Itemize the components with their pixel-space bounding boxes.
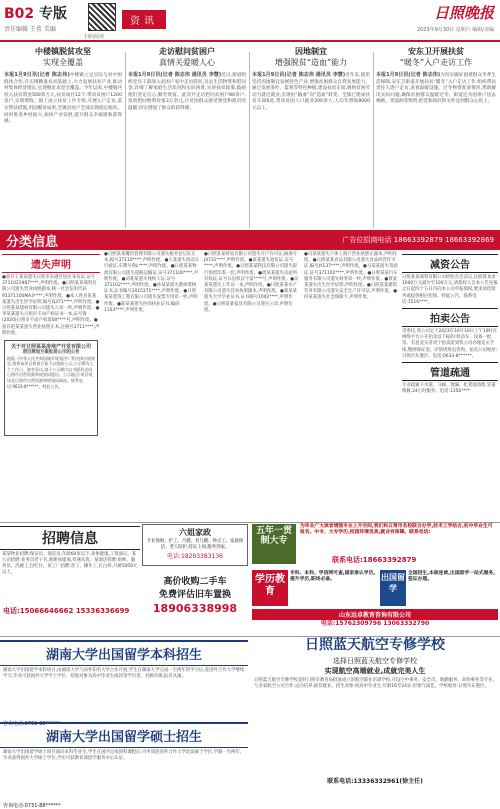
page-header <box>0 0 500 42</box>
planning-notice[interactable] <box>4 340 98 436</box>
classified-col-3 <box>204 252 300 522</box>
dredge-title: 管道疏通 <box>402 362 498 381</box>
section-divider <box>0 636 500 637</box>
article-subtitle: 真情关爱暖人心 <box>159 58 215 67</box>
reduce-capital-title: 减资公告 <box>402 254 498 273</box>
classified-banner <box>0 230 500 250</box>
housekeeping-title: 六姐家政 <box>179 528 211 537</box>
education-company: 山东远卓教育咨询有限公司 <box>252 609 498 620</box>
article-byline: 本报1月9日讯(记者 陈志伟) <box>376 72 441 78</box>
article-title: 安东卫开展扶贫 <box>408 47 464 56</box>
housekeeping-ad[interactable] <box>142 524 248 566</box>
article-title: 因地制宜 <box>295 47 327 56</box>
notice-list: ●日照某某贸易有限公司遗失开户许可证,核准号J4731****,声明作废。●某某遗失退伍证,证号****,声明作废。●日照某某科技有限公司遗失银行预留印鉴一套,声明作废。●周某某遗失房屋所有权证,证号日房权证字第****号,声明作废。●吴某某遗失工作证一本,声明作废。●日照某某水产有限公司遗失营业执照副本,声明作废。●郑某某遗失大学毕业证书,证书编号1042****,声明作废。●日照某某家具有限公司遗失公章,声明作废。 <box>204 252 299 313</box>
vocational-badge: 五年一贯制大专 <box>252 524 296 564</box>
car-line-1: 高价收购二手车 <box>163 577 227 587</box>
article-subtitle: 实现全覆盖 <box>43 58 83 67</box>
article-text: 中楼镇立足实际与贫中困群体合作,在实现精准扶贫基础上,大力发展扶贫产业,推动村集体经济增长,实现脱贫攻坚全覆盖。今年以来,中楼镇共投入扶贫资金500余万元,扶贫项目12个,带动贫困户1200余户,实现增收。镇上成立扶贫工作专班,开展入户走访,落实帮扶措施,巩固脱贫成果,全镇贫困户全部实现稳定脱贫。同时推进乡村振兴,加快产业发展,提升群众幸福感和获得感。 <box>4 73 122 125</box>
classified-col-4 <box>304 252 398 522</box>
recruit-section[interactable] <box>0 524 140 634</box>
auction-body: 受委托,我公司定于2023年10月10日上午10时在网络平台公开拍卖以下标的:机动车、设备一批等。有意竞买者请于拍卖前到我公司办理竞买手续,缴纳保证金。详情请致电咨询。拍卖公司地址:日照市东港区。电话:0633-8******。 <box>402 329 498 359</box>
article-body <box>4 72 122 222</box>
masthead-logo: 日照晚报 <box>433 4 494 22</box>
article-byline: 本报1月9日讯(记者 陈志伟 通讯员 李慧) <box>252 72 346 78</box>
education-ad[interactable] <box>250 568 500 628</box>
phone-numbers: 18663392879 18663392869 <box>393 236 494 244</box>
article-4[interactable] <box>376 46 496 228</box>
hunan-master-phone: 咨询电话:0731-88****** <box>3 803 61 809</box>
article-text: 近年来,镇里坚持因地制宜发展特色产业,增强贫困群众自我发展能力。通过发展茶叶、蓝莓等特色种植,建设扶贫车间,吸纳贫困劳动力就近就业,实现由“输血”向“造血”转变。全镇已建成扶贫车间6处,带动贫困人口就业200余人,人均年增收8000元以上。 <box>252 73 370 111</box>
classified-phone <box>343 235 494 245</box>
article-body <box>252 72 370 222</box>
phone-label: 广告位招商电话 <box>342 236 392 244</box>
classified-columns <box>0 252 500 522</box>
classified-col-5 <box>402 252 498 522</box>
hunan-undergrad-ad[interactable] <box>0 640 248 727</box>
classified-title: 分类信息 <box>6 235 59 250</box>
column-divider <box>373 52 374 228</box>
degree-text: 专科、本科、学信网可查,国家承认学历,提升学历,职场必备。 <box>290 571 376 583</box>
auction-title: 拍卖公告 <box>402 308 498 327</box>
dateline: 2023年9月30日 星期六 编辑/美编 <box>416 27 494 33</box>
classified-col-1 <box>2 252 100 522</box>
article-byline: 本报1月9日讯(记者 陈志伟 通讯员 李慧) <box>128 72 222 78</box>
dredge-body: 专业疏通下水道、马桶、地漏、化粪池清理,管道维修,24小时服务。电话:1356**** <box>402 383 496 395</box>
notice-list: ●冯某某遗失个体工商户营业执照正副本,声明作废。●日照某某食品有限公司遗失食品经营许可证,编号JY137****,声明作废。●马某某遗失驾驶证,证号371102****,声明作废。●日照某某汽车服务有限公司遗失财务章一枚,声明作废。●黄某某遗失出生医学证明,声明作废。●日照某某建筑劳务有限公司遗失安全生产许可证,声明作废。●何某某遗失社会保障卡,声明作废。 <box>304 252 398 301</box>
aviation-school-ad[interactable] <box>250 630 500 804</box>
aviation-title: 日照蓝天航空专修学校 <box>305 637 445 653</box>
used-car-ad[interactable] <box>142 570 248 628</box>
vocational-phone: 联系电话:18663392879 <box>332 556 417 564</box>
article-2[interactable] <box>128 46 246 228</box>
qr-code-icon[interactable] <box>88 3 116 31</box>
housekeeping-body: 专业保姆、护工、月嫂、育儿嫂、钟点工、家庭保洁、老人陪护,持证上岗,服务到家。 <box>146 539 244 550</box>
aviation-sub1: 选择日照蓝天航空专修学校 <box>333 657 417 665</box>
article-1[interactable] <box>4 46 122 228</box>
article-body <box>376 72 496 222</box>
hunan-undergrad-body: 湖南大学出国留学本科项目,由湖南大学与国外知名大学合作开展,学生在湖南大学完成一至两年的学习后,赴国外合作大学继续学习,毕业可获国外大学学士学位。招收对象为高中毕业生或同等学历者。名额有限,报名从速。 <box>3 668 245 679</box>
car-phone: 18906338998 <box>152 602 238 615</box>
notice-subtitle: 项目规划方案批前公示的公告 <box>22 350 80 356</box>
classified-col-2 <box>104 252 200 522</box>
column-divider <box>125 52 126 228</box>
article-title: 走访慰问贫困户 <box>159 47 215 56</box>
abroad-badge: 出国留学 <box>380 570 406 606</box>
reduce-capital-body: 日照某某商贸有限公司经股东会决议,注册资本由1000万元减少至100万元,请债权人自本公告见报之日起四十五日内向本公司申报债权,要求清偿债务或提供相应担保。特此公告。联系电话:1516****。 <box>402 275 498 305</box>
hunan-undergrad-phone: 咨询电话:0731-88****** <box>3 721 61 727</box>
aviation-sub2: 实现航空高端就业,成就完美人生 <box>324 667 426 675</box>
car-line-2: 免费评估旧车置换 <box>158 590 231 600</box>
hunan-master-title: 湖南大学出国留学硕士招生 <box>0 722 248 748</box>
recruit-phone: 电话:15066646662 15336336699 <box>3 607 130 615</box>
notice-title: 关于对日照某某房地产开发有限公司 <box>10 344 91 351</box>
lost-notice-title: 遗失声明 <box>2 254 100 273</box>
article-3[interactable] <box>252 46 370 228</box>
header-divider <box>0 40 500 42</box>
hunan-master-ad[interactable] <box>0 722 248 809</box>
aviation-phone: 联系电话:13336332961(徐主任) <box>327 778 423 785</box>
notice-list: ●日照某某餐饮管理有限公司遗失税务登记证正本,税号37110****,声明作废。●王某遗失机动车行驶证,车牌号鲁L****,声明作废。●日照某某物流有限公司遗失道路运输证,证号371100****,声明作废。●刘某某遗失残疾人证,证号371102****,声明作废。●孙某某遗失教师资格证书,证书编号2015371****,声明作废。●日照某某装饰工程有限公司遗失发票专用章一枚,声明作废。●陈某某遗失医师执业证书,编码1103****,声明作废。 <box>104 252 200 313</box>
vocational-text: 为毕业广大读者增强专业上升空间,我们和五常市名校联合办学,技术工学结合,初中毕业生可报名。中专、大专学历,校园环境优美,就业有保障。联系电话: <box>300 524 493 535</box>
page-number <box>4 3 67 23</box>
article-body <box>128 72 246 222</box>
news-section <box>0 46 500 228</box>
qr-caption: 扫码阅读 <box>84 34 105 40</box>
vocational-ad[interactable] <box>250 522 500 566</box>
hunan-master-body: 湖南大学出国留学硕士项目面向本科毕业生,学生在国内完成预科课程后,可申请赴国外合作大学攻读硕士学位,学制一至两年,毕业获得国外大学硕士学位,学历可获教育部留学服务中心认证。 <box>3 750 242 761</box>
degree-badge: 学历教育 <box>252 570 288 606</box>
article-text: 近日,街道组织党员干部深入贫困户家中走访慰问,送去生活物资和慰问金,详细了解家庭生活状况和实际困难,宣讲扶贫政策,鼓励他们坚定信心,勤劳致富。此次共走访慰问贫困户80余户,发放慰问物资价值3万余元,让贫困群众感受到党和政府的温暖,切实增强了群众的获得感。 <box>128 73 246 111</box>
section-divider <box>0 522 500 523</box>
notice-body: 根据《中华人民共和国城乡规划法》等法律法规规定,现将该项目规划方案予以批前公示,公示期为七个工作日。如有异议,请于公示期内以书面形式向日照市自然资源和规划局提出。公示地点:项目现场及日照市自然资源和规划局网站。联系电话:0633-8******。特此公告。 <box>7 355 95 389</box>
recruit-body: 某某物业招聘:保安员、保洁员,年龄60岁以下,身体健康,工资面议。某公司招聘:业务员若干名,底薪加提成,待遇从优。某酒店招聘:厨师、服务员、洗碗工,包吃住。某工厂招聘:普工、操作工,长白班,月薪5000元以上。 <box>2 552 138 575</box>
page-num-text: B02 <box>4 6 35 22</box>
aviation-body: 日照蓝天航空专修学校是经日照市教育局批准成立的航空职业培训学校,开设空中乘务、安全员、地勤服务、高铁乘务等专业,与多家航空公司合作,定向培养,推荐就业。招生对象:初高中毕业生,年龄16至24岁,形象气质佳。学校地址:日照市东港区。 <box>254 678 494 689</box>
recruit-title: 招聘信息 <box>0 526 140 550</box>
lost-notices: ●兹有王某某遗失日照市东港区居民身份证,证号3711021987****,声明作废。●日照某某商贸有限公司遗失营业执照副本,统一社会信用代码91371100MA3****,声明作废。●本人姓名张某某遗失出生医学证明,编号Q371****,声明作废。●日照某某建材有限公司遗失公章一枚,声明作废。●李某某遗失日照市不动产权证书一本,证号鲁(2020)日照市不动产权第00****号,声明作废。●兹有赵某某遗失营业执照正本,注册号3711****,声明作废。 <box>2 275 100 336</box>
section-label: 专版 <box>39 6 68 22</box>
article-title: 中楼镇脱贫攻坚 <box>35 47 91 56</box>
article-subtitle: 增强脱贫“造血”能力 <box>274 58 348 67</box>
hunan-undergrad-title: 湖南大学出国留学本科招生 <box>0 640 248 666</box>
editor-line: 责任编辑 王菁 美编 <box>4 26 56 33</box>
education-phone: 电话:15762309796 13063332790 <box>320 620 430 627</box>
article-text: 为切实做好困难群众冬季生活保障,安东卫街道开展扶贫“暖冬”入户走访工作,组织帮扶责任人逐户走访,查看取暖设施、过冬物资准备情况,帮助解决实际问题,确保贫困群众温暖过冬。街道还为困难户送去棉被、米面油等物资,把党和政府的关怀送到群众心坎上。 <box>376 73 496 105</box>
column-divider <box>249 52 250 228</box>
column-tag: 资讯 <box>122 10 166 29</box>
housekeeping-phone: 电话:18203383136 <box>166 553 223 560</box>
article-subtitle: “暖冬”入户走访工作 <box>399 58 473 67</box>
article-byline: 本报1月9日讯(记者 陈志伟) <box>4 72 70 78</box>
abroad-text: 全国招生,本硕连读,出国留学一站式服务,签证办理。 <box>408 571 496 583</box>
